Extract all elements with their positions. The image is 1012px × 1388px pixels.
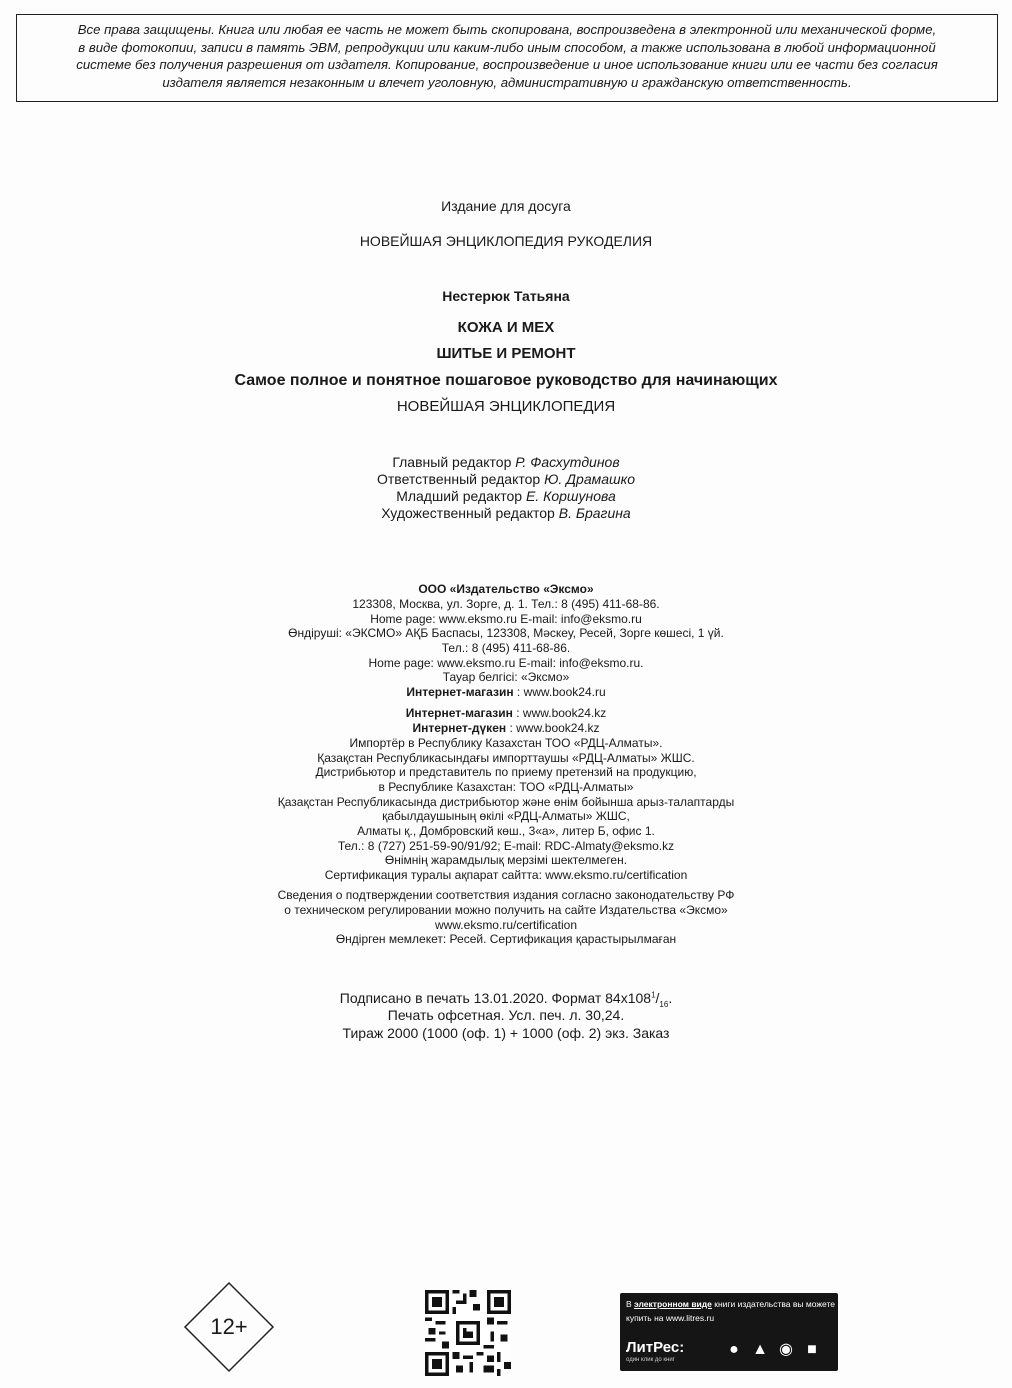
- kz-homepage: Home page: www.eksmo.ru E-mail: info@eksmo.ru.: [368, 656, 644, 670]
- age-rating-badge: [183, 1281, 275, 1373]
- editor-name: Ю. Драмашко: [544, 471, 636, 487]
- book-title-1: КОЖА И МЕХ: [457, 319, 555, 336]
- print-info-1: [0, 990, 1012, 1009]
- kz-info-line: Тел.: 8 (727) 251-59-90/91/92; E-mail: RDC-Almaty@eksmo.kz: [337, 839, 675, 853]
- editor-role: Главный редактор: [392, 454, 512, 470]
- litres-highlight: электронном виде: [634, 1299, 712, 1309]
- copyright-line: в виде фотокопии, записи в память ЭВМ, репродукции или каким-либо иным способом, а также использована в любой информационной: [78, 39, 936, 55]
- series-name: НОВЕЙШАЯ ЭНЦИКЛОПЕДИЯ РУКОДЕЛИЯ: [359, 233, 653, 249]
- editor-role: Ответственный редактор: [376, 471, 541, 487]
- shop-label: Интернет-магазин: [405, 706, 513, 720]
- editor-name: Р. Фасхутдинов: [515, 454, 620, 470]
- kz-info-line: Өнімнің жарамдылық мерзімі шектелмеген.: [384, 853, 628, 867]
- book-subtitle: Самое полное и понятное пошаговое руководство для начинающих: [234, 372, 778, 389]
- kz-info-line: в Республике Казахстан: ТОО «РДЦ-Алматы»: [378, 780, 634, 794]
- windows-phone-icon: ◉: [779, 1341, 793, 1358]
- copyright-line: системе без получения разрешения от издателя. Копирование, воспроизведение и иное использование книги или ее части без согласия: [76, 57, 938, 72]
- store-icons: [724, 1340, 822, 1360]
- kz-info-line: Импортёр в Республику Казахстан ТОО «РДЦ-Алматы».: [349, 736, 663, 750]
- format-suffix: .: [668, 990, 673, 1006]
- editor-line: [0, 454, 1012, 470]
- kz-phone: Тел.: 8 (495) 411-68-86.: [441, 641, 571, 655]
- cert-line: о техническом регулировании можно получить на сайте Издательства «Эксмо»: [284, 903, 728, 917]
- format-sub: 16: [659, 999, 669, 1009]
- edition-type: Издание для досуга: [441, 198, 571, 214]
- kz-info-line: Алматы қ., Домбровский көш., 3«а», литер Б, офис 1.: [357, 824, 655, 838]
- litres-text: [626, 1299, 835, 1309]
- editor-name: В. Брагина: [558, 505, 631, 521]
- age-rating-text: 12+: [210, 1314, 248, 1339]
- litres-banner: [620, 1293, 838, 1371]
- subseries: НОВЕЙШАЯ ЭНЦИКЛОПЕДИЯ: [396, 398, 616, 415]
- kz-info-line: Дистрибьютор и представитель по приему претензий на продукцию,: [315, 765, 697, 779]
- kz-info-line: Қазақстан Республикасында дистрибьютор және өнім бойынша арыз-талаптарды: [277, 795, 735, 809]
- android-icon: ▲: [752, 1341, 768, 1358]
- copyright-notice: [16, 14, 998, 102]
- shop-label: Интернет-дүкен: [412, 721, 507, 735]
- shop-url: : www.book24.kz: [512, 706, 607, 720]
- kz-info-line: Сертификация туралы ақпарат сайтта: www.eksmo.ru/certification: [324, 868, 688, 882]
- editor-name: Е. Коршунова: [525, 488, 616, 504]
- cert-line: www.eksmo.ru/certification: [434, 918, 578, 932]
- print-info-3: Тираж 2000 (1000 (оф. 1) + 1000 (оф. 2) экз. Заказ: [342, 1025, 670, 1041]
- apple-icon: ●: [729, 1341, 739, 1358]
- trademark: Тауар белгісі: «Эксмо»: [442, 670, 570, 684]
- litres-url: купить на www.litres.ru: [626, 1313, 715, 1323]
- publisher-address: 123308, Москва, ул. Зорге, д. 1. Тел.: 8 (495) 411-68-86.: [352, 597, 660, 611]
- cert-line: Өндірген мемлекет: Ресей. Сертификация қарастырылмаған: [335, 932, 677, 946]
- editor-role: Младший редактор: [396, 488, 523, 504]
- publisher-homepage: Home page: www.eksmo.ru E-mail: info@eksmo.ru: [370, 612, 642, 626]
- shop-ru: [0, 685, 1012, 699]
- litres-logo: ЛитРес:: [626, 1339, 685, 1356]
- kz-producer: Өндіруші: «ЭКСМО» АҚБ Баспасы, 123308, Мәскеу, Ресей, Зорге көшесі, 1 үй.: [288, 626, 724, 640]
- cert-line: Сведения о подтверждении соответствия издания согласно законодательству РФ: [277, 888, 735, 902]
- editor-line: [0, 471, 1012, 487]
- format-sup: 1: [651, 990, 656, 1000]
- qr-code-icon: [425, 1290, 511, 1376]
- publisher-name: ООО «Издательство «Эксмо»: [418, 582, 594, 596]
- format-slash: /: [655, 990, 660, 1006]
- kz-info-line: қабылдаушының өкілі «РДЦ-Алматы» ЖШС,: [382, 809, 630, 823]
- copyright-line: издателя является незаконным и влечет уголовную, административную и гражданскую ответственность.: [162, 74, 852, 90]
- editor-line: [0, 505, 1012, 521]
- litres-text-post: книги издательства вы можете: [711, 1299, 835, 1309]
- shop-url: : www.book24.ru: [513, 685, 606, 699]
- shop-url: : www.book24.kz: [506, 721, 600, 735]
- print-info-2: Печать офсетная. Усл. печ. л. 30,24.: [387, 1007, 625, 1023]
- copyright-line: Все права защищены. Книга или любая ее часть не может быть скопирована, воспроизведена в электронной или механической форме,: [77, 22, 937, 37]
- shop-kz-2: [0, 721, 1012, 735]
- editor-role: Художественный редактор: [381, 505, 555, 521]
- shop-kz: [0, 706, 1012, 720]
- kz-info-line: Қазақстан Республикасындағы импорттаушы «РДЦ-Алматы» ЖШС.: [317, 751, 695, 765]
- print-format: Подписано в печать 13.01.2020. Формат 84х108: [339, 990, 652, 1006]
- editor-line: [0, 488, 1012, 504]
- author: Нестерюк Татьяна: [442, 288, 570, 304]
- windows-icon: ■: [807, 1341, 817, 1358]
- shop-label: Интернет-магазин: [406, 685, 514, 699]
- litres-text-pre: В: [626, 1299, 635, 1309]
- litres-slogan: один клик до книг: [626, 1357, 675, 1363]
- book-title-2: ШИТЬЕ И РЕМОНТ: [436, 345, 576, 362]
